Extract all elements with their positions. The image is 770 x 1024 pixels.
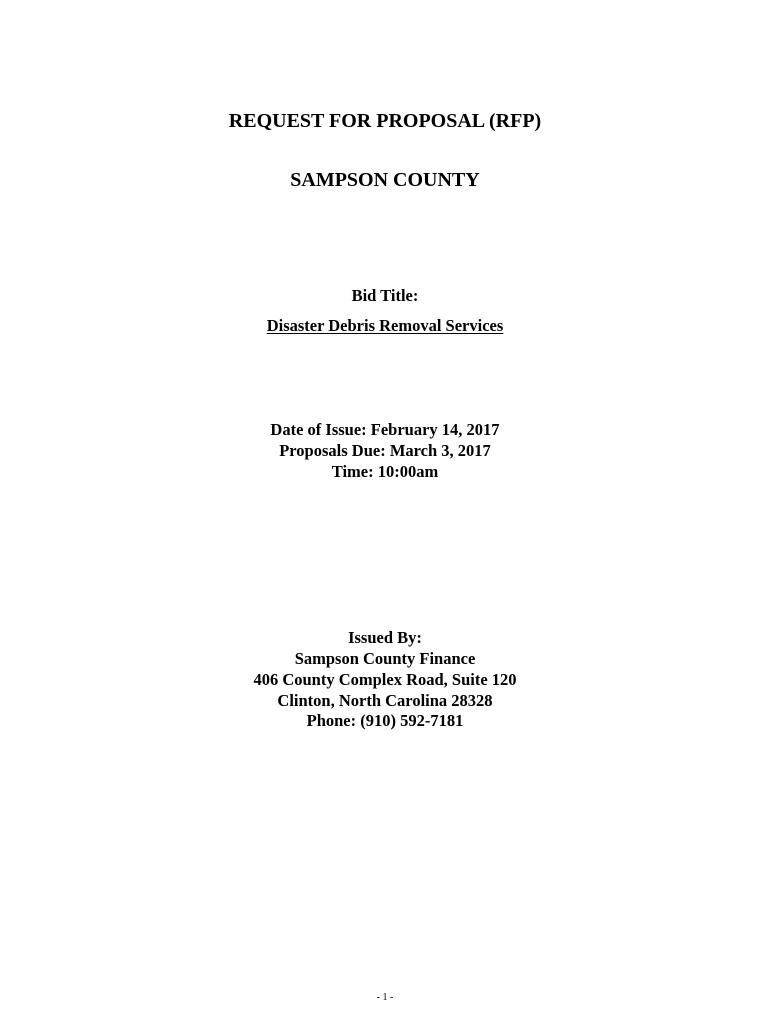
issuer-address-line1: 406 County Complex Road, Suite 120 bbox=[253, 670, 517, 689]
proposal-time: Time: 10:00am bbox=[331, 462, 439, 481]
date-of-issue: Date of Issue: February 14, 2017 bbox=[270, 420, 500, 439]
proposals-due: Proposals Due: March 3, 2017 bbox=[279, 441, 491, 460]
county-name: SAMPSON COUNTY bbox=[290, 169, 480, 191]
document-heading: REQUEST FOR PROPOSAL (RFP) bbox=[228, 110, 542, 132]
issuer-phone: Phone: (910) 592-7181 bbox=[306, 711, 464, 730]
page-number: - 1 - bbox=[376, 992, 394, 1003]
bid-title-label: Bid Title: bbox=[351, 286, 419, 305]
issuer-name: Sampson County Finance bbox=[294, 649, 476, 668]
issued-by-label: Issued By: bbox=[348, 628, 422, 647]
bid-title bbox=[0, 316, 770, 336]
bid-title-text: Disaster Debris Removal Services bbox=[266, 316, 504, 335]
issuer-address-line2: Clinton, North Carolina 28328 bbox=[277, 691, 493, 710]
